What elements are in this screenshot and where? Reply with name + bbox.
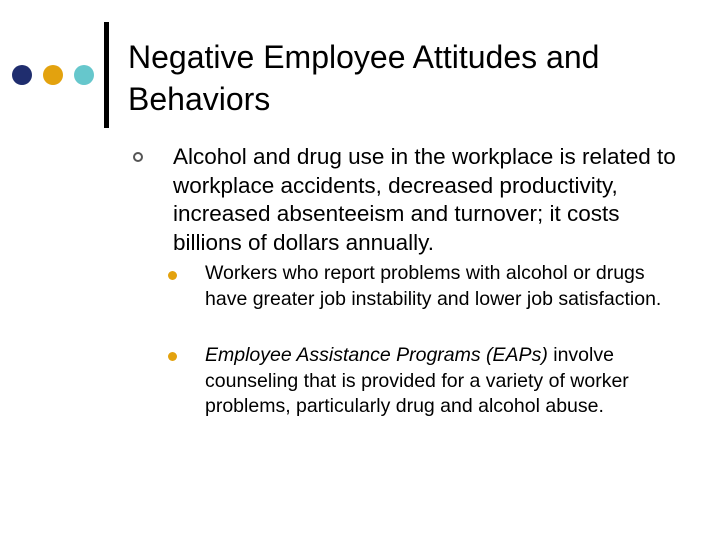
title-divider-bar <box>104 22 109 128</box>
orange-dot-icon <box>43 65 63 85</box>
decorative-dots <box>12 65 94 85</box>
sub-bullet-text-2 <box>205 343 675 420</box>
sub-bullet-2-italic: Employee Assistance Programs (EAPs) <box>205 344 548 366</box>
navy-dot-icon <box>12 65 32 85</box>
ring-bullet-icon <box>133 152 143 162</box>
dot-bullet-icon <box>168 352 177 361</box>
sub-bullet-1-text: Workers who report problems with alcohol or drugs have greater job instability and lower job satisfaction. <box>205 262 662 310</box>
sub-bullet-2-text: involve counseling that is provided for a variety of worker problems, particularly drug and alcohol abuse. <box>205 344 629 418</box>
slide-title: Negative Employee Attitudes and Behaviors <box>128 39 600 117</box>
teal-dot-icon <box>74 65 94 85</box>
dot-bullet-icon <box>168 271 177 280</box>
sub-bullet-text-1 <box>205 261 675 312</box>
main-bullet-text: Alcohol and drug use in the workplace is related to workplace accidents, decreased productivity, increased absenteeism and turnover; it costs billions of dollars annually. <box>173 144 676 255</box>
